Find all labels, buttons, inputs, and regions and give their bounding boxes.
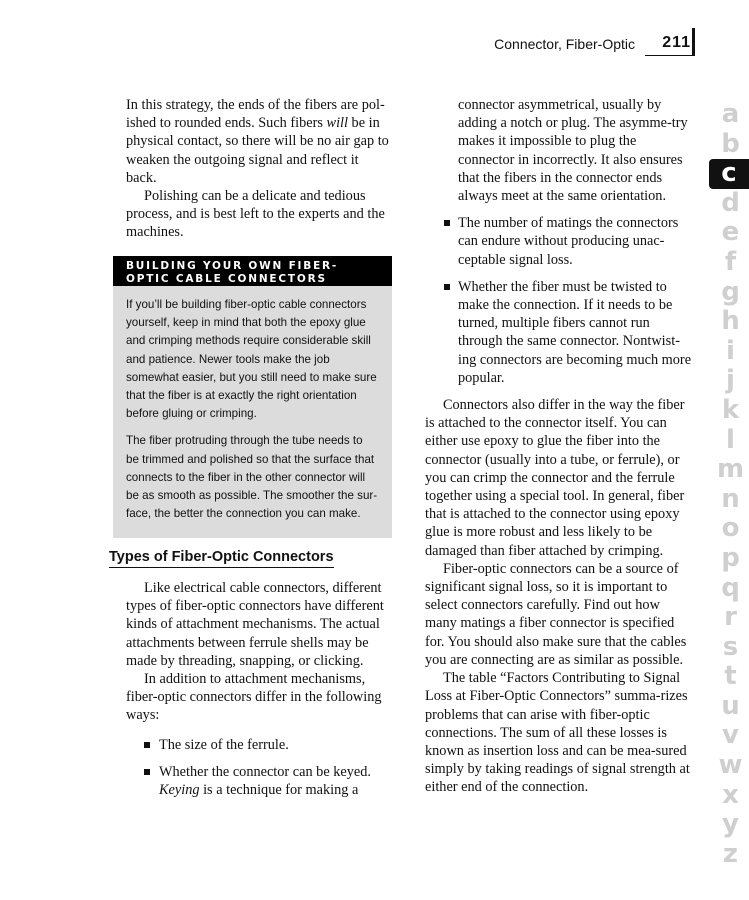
sidebar-paragraph: The fiber protruding through the tube needs to be trimmed and polished so that the surface that connects to the fiber in the other connector will be as smooth as possible. The smoother the sur-face, the better the connection you can make. — [126, 434, 378, 521]
sidebar-heading — [113, 256, 392, 286]
bullet-square-icon — [444, 284, 450, 290]
bullet-square-icon — [144, 769, 150, 775]
thumb-index-letter[interactable]: g — [721, 276, 740, 307]
thumb-index-letter[interactable]: k — [721, 394, 740, 425]
header-rule-vertical — [692, 28, 695, 56]
bullet-square-icon — [144, 742, 150, 748]
list-item — [425, 278, 693, 387]
sidebar-heading-line2: OPTIC CABLE CONNECTORS — [126, 272, 327, 285]
list-item — [425, 214, 693, 269]
thumb-index-letter[interactable]: l — [726, 424, 735, 455]
thumb-index-letter[interactable]: u — [721, 690, 740, 721]
thumb-index-letter[interactable]: r — [724, 602, 737, 633]
thumb-index-letter[interactable]: f — [724, 246, 737, 277]
paragraph-attachment-method: Connectors also differ in the way the fiber is attached to the connector itself. You can either use epoxy to glue the fiber into the connector (usually into a tube, or ferrule), or you can crimp the connector and the ferrule together using a special tool. In general, fiber that is attached to the connector using epoxy glue is more robust and less likely to be damaged than fiber attached by crimping. — [425, 397, 685, 559]
bullet-list — [126, 736, 392, 800]
left-column-section — [126, 579, 392, 799]
running-header — [440, 30, 695, 56]
paragraph-signal-loss: Fiber-optic connectors can be a source of significant signal loss, so it is important to select connectors carefully. Find out how many matings a fiber connector is specified for. You should also make sure that the cables you are connecting are as similar as possible. — [425, 560, 687, 668]
thumb-index-letter[interactable]: b — [721, 128, 740, 159]
thumb-index-letter[interactable]: h — [721, 306, 740, 337]
paragraph-polishing-process: Polishing can be a delicate and tedious process, and is best left to the experts and the machines. — [126, 188, 385, 241]
thumb-index-letter[interactable]: s — [722, 631, 739, 662]
bullet-text: is a technique for making a — [203, 782, 359, 799]
paragraph-insertion-loss: The table “Factors Contributing to Signal Loss at Fiber-Optic Connectors” summa-rizes problems that can arise with fiber-optic connections. The sum of all these losses is known as insertion loss and can be mea-sured simply by taking readings of signal strength at either end of the connection. — [425, 670, 690, 796]
thumb-index-letter[interactable]: x — [722, 779, 739, 810]
list-item-continuation — [425, 96, 693, 205]
thumb-index-letter[interactable]: o — [721, 513, 740, 544]
emphasis-will: will — [326, 115, 348, 132]
thumb-index-letter[interactable]: d — [721, 187, 740, 218]
bullet-text: Whether the fiber must be twisted to make the connection. If it needs to be turned, multiple fibers cannot run through the same connector. Nontwist-ing connectors are becoming much more popular. — [458, 278, 692, 386]
sidebar-heading-line1: BUILDING YOUR OWN FIBER- — [126, 260, 339, 272]
thumb-index-letter[interactable]: j — [726, 365, 735, 396]
list-item — [126, 763, 392, 799]
sidebar-paragraph: If you’ll be building fiber-optic cable connectors yourself, keep in mind that both the epoxy glue and crimping methods require considerable skill and patience. Newer tools make the job somewhat easier, but you still need to make sure that the fiber is at exactly the right orientation before gluing or crimping. — [126, 298, 377, 421]
bullet-square-icon — [444, 220, 450, 226]
left-column — [126, 96, 392, 242]
bullet-text: The number of matings the connectors can endure without producing unac-ceptable signal loss. — [458, 215, 679, 268]
paragraph-attachment-types: Like electrical cable connectors, different types of fiber-optic connectors have different kinds of attachment mechanisms. The actual attachments between ferrule shells may be made by threading, snapping, or clicking. — [126, 580, 384, 669]
thumb-index-letter[interactable]: m — [716, 454, 745, 485]
section-heading: Types of Fiber-Optic Connectors — [109, 549, 334, 568]
thumb-index-letter[interactable]: t — [724, 661, 737, 692]
running-title: Connector, Fiber-Optic — [494, 36, 635, 52]
thumb-index-letter[interactable]: n — [721, 483, 740, 514]
thumb-index-letter[interactable]: a — [721, 99, 740, 129]
emphasis-keying: Keying — [159, 782, 200, 799]
thumb-index-letter[interactable]: q — [721, 572, 740, 603]
thumb-index-letter[interactable]: z — [722, 838, 739, 869]
paragraph-differ-ways: In addition to attachment mechanisms, fiber-optic connectors differ in the following ways: — [126, 671, 382, 724]
alphabet-thumb-index — [712, 100, 749, 869]
bullet-list-continued — [425, 96, 693, 387]
thumb-index-letter[interactable]: y — [722, 809, 739, 840]
paragraph-polishing-strategy: In this strategy, the ends of the fibers are pol-ished to rounded ends. Such fibers will be in physical contact, so there will be no air gap to weaken the outgoing signal and reflect it back. — [126, 97, 389, 186]
bullet-text: The size of the ferrule. — [159, 736, 289, 753]
list-item — [126, 736, 392, 754]
bullet-text: connector asymmetrical, usually by adding a notch or plug. The asymme-try makes it impossible to plug the connector in incorrectly. It also ensures that the fibers in the connector ends always meet at the same orientation. — [458, 97, 688, 205]
thumb-index-letter[interactable]: w — [718, 750, 743, 781]
bullet-text: Whether the connector can be keyed. — [159, 763, 371, 780]
right-column — [425, 96, 693, 797]
page-number: 211 — [662, 34, 691, 51]
thumb-index-letter-active[interactable]: c — [709, 159, 749, 189]
header-rule-horizontal — [645, 55, 695, 56]
thumb-index-letter[interactable]: e — [721, 217, 740, 248]
sidebar-body — [113, 286, 392, 523]
thumb-index-letter[interactable]: v — [722, 720, 739, 751]
sidebar-box — [113, 256, 392, 538]
thumb-index-letter[interactable]: i — [726, 335, 735, 366]
thumb-index-letter[interactable]: p — [721, 542, 740, 573]
